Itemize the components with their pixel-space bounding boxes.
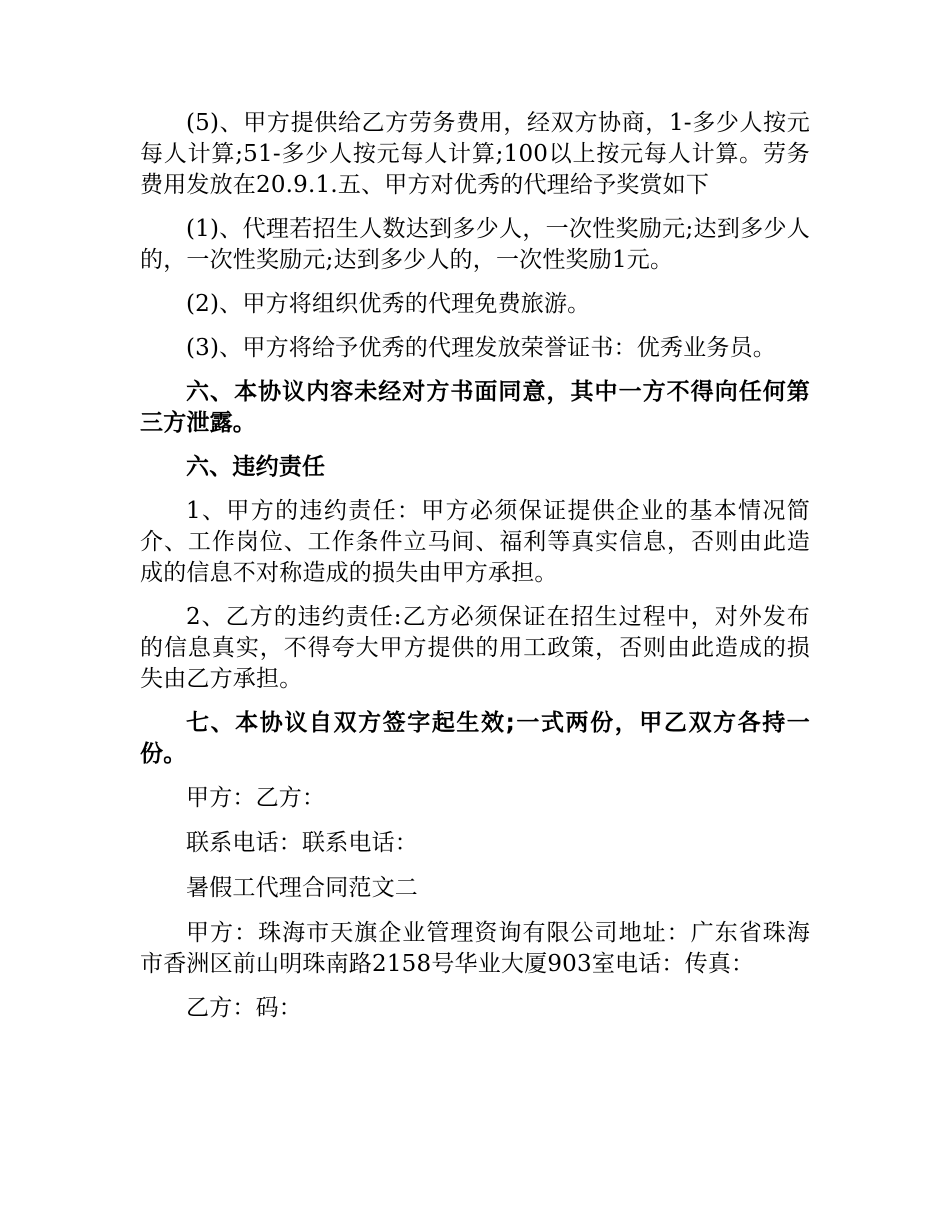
signature-parties: 甲方：乙方： [186,785,326,811]
heading-confidentiality: 六、本协议内容未经对方书面同意，其中一方不得向任何第三方泄露。 [140,379,810,436]
paragraph-labor-fee: (5)、甲方提供给乙方劳务费用，经双方协商，1-多少人按元每人计算;51-多少人按元每人计算;100以上按元每人计算。劳务费用发放在20.9.1.五、甲方对优秀的代理给予奖赏如下 [140,110,810,198]
paragraph-reward-1: (1)、代理若招生人数达到多少人，一次性奖励元;达到多少人的，一次性奖励元;达到多少人的，一次性奖励1元。 [140,216,810,273]
paragraph-party-a-liability: 1、甲方的违约责任：甲方必须保证提供企业的基本情况简介、工作岗位、工作条件立马间、福利等真实信息，否则由此造成的信息不对称造成的损失由甲方承担。 [140,498,810,586]
paragraph-party-b-liability: 2、乙方的违约责任:乙方必须保证在招生过程中，对外发布的信息真实，不得夸大甲方提供的用工政策，否则由此造成的损失由乙方承担。 [140,604,810,692]
paragraph-party-a-info: 甲方：珠海市天旗企业管理资询有限公司地址：广东省珠海市香洲区前山明珠南路2158号华业大厦903室电话：传真： [140,920,810,977]
paragraph-reward-2: (2)、甲方将组织优秀的代理免费旅游。 [186,291,591,317]
paragraph-party-b-info: 乙方：码： [186,995,302,1021]
heading-breach-liability: 六、违约责任 [186,454,326,480]
paragraph-reward-3: (3)、甲方将给予优秀的代理发放荣誉证书：优秀业务员。 [186,335,776,361]
signature-phones: 联系电话：联系电话： [186,830,418,856]
heading-effective-clause: 七、本协议自双方签字起生效;一式两份，甲乙双方各持一份。 [140,710,810,767]
section-title-sample-two: 暑假工代理合同范文二 [186,875,418,901]
